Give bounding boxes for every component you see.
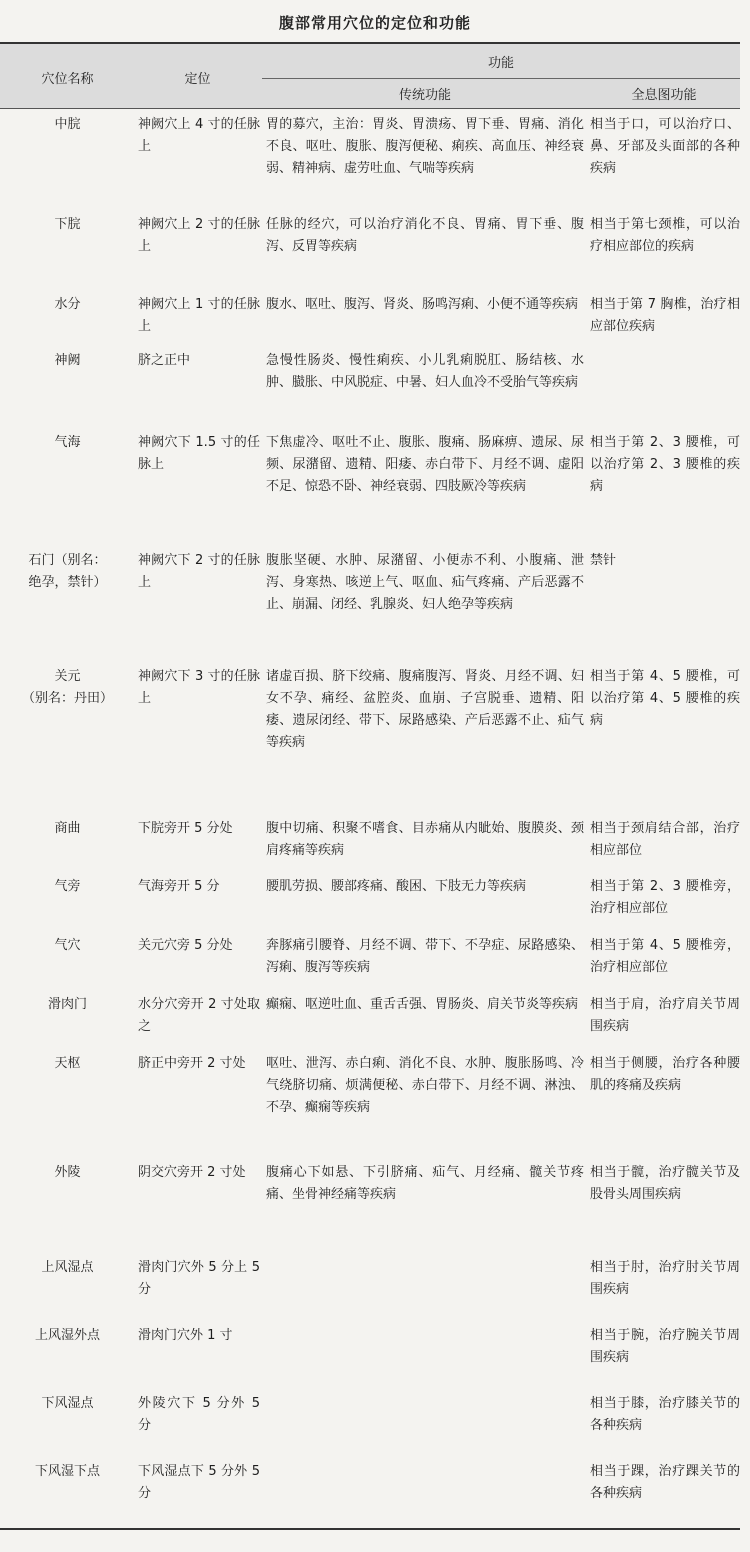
acupoint-name: 气穴 [54, 938, 81, 953]
traditional-function: 腹痛心下如悬、下引脐痛、疝气、月经痛、髋关节疼痛、坐骨神经痛等疾病 [266, 1165, 584, 1202]
traditional-function: 腹中切痛、积聚不嗜食、目赤痛从内眦始、腹膜炎、颈肩疼痛等疾病 [266, 821, 584, 858]
acupoint-location: 神阙穴上 4 寸的任脉上 [138, 117, 260, 154]
acupoint-location: 神阙穴下 1.5 寸的任脉上 [138, 435, 260, 472]
table-top-rule [0, 42, 740, 44]
traditional-function: 胃的募穴，主治：胃炎、胃溃疡、胃下垂、胃痛、消化不良、呕吐、腹胀、腹泻便秘、痢疾、高血压、神经衰弱、精神病、虚劳吐血、气喘等疾病 [266, 117, 584, 176]
acupoint-location: 神阙穴下 3 寸的任脉上 [138, 669, 260, 706]
header-holographic: 全息图功能 [631, 88, 697, 103]
acupoint-name: 关元 （别名：丹田） [21, 669, 113, 706]
holographic-function: 相当于第 2、3 腰椎，可以治疗第 2、3 腰椎的疾病 [590, 435, 740, 494]
holographic-function: 相当于腕，治疗腕关节周围疾病 [590, 1328, 740, 1365]
acupoint-name: 神阙 [54, 353, 81, 368]
acupoint-name: 商曲 [54, 821, 81, 836]
acupoint-location: 神阙穴下 2 寸的任脉上 [138, 553, 260, 590]
header-traditional: 传统功能 [398, 88, 451, 103]
acupoint-name: 上风湿点 [41, 1260, 94, 1275]
acupoint-name: 滑肉门 [47, 997, 87, 1012]
traditional-function: 腹胀坚硬、水肿、尿潴留、小便赤不利、小腹痛、泄泻、身寒热、咳逆上气、呕血、疝气疼痛、产后恶露不止、崩漏、闭经、乳腺炎、妇人绝孕等疾病 [266, 553, 584, 612]
holographic-function: 相当于第 2、3 腰椎旁，治疗相应部位 [590, 879, 740, 916]
acupoint-name: 下风湿点 [41, 1396, 94, 1411]
holographic-function: 相当于第 4、5 腰椎旁，治疗相应部位 [590, 938, 740, 975]
header-function: 功能 [487, 56, 514, 71]
traditional-function: 任脉的经穴，可以治疗消化不良、胃痛、胃下垂、腹泻、反胃等疾病 [266, 217, 584, 254]
traditional-function: 诸虚百损、脐下绞痛、腹痛腹泻、肾炎、月经不调、妇女不孕、痛经、盆腔炎、血崩、子宫脱垂、遗精、阳痿、遗尿闭经、带下、尿路感染、产后恶露不止、疝气等疾病 [266, 669, 584, 750]
holographic-function: 相当于第 4、5 腰椎，可以治疗第 4、5 腰椎的疾病 [590, 669, 740, 728]
acupoint-location: 脐之正中 [138, 353, 191, 368]
page-title: 腹部常用穴位的定位和功能 [278, 14, 471, 32]
acupoint-location: 外陵穴下 5 分外 5 分 [138, 1396, 260, 1433]
holographic-function: 相当于肩，治疗肩关节周围疾病 [590, 997, 740, 1034]
acupoint-name: 外陵 [54, 1165, 81, 1180]
traditional-function: 腹水、呕吐、腹泻、肾炎、肠鸣泻痢、小便不通等疾病 [266, 297, 579, 312]
acupoint-name: 气海 [54, 435, 81, 450]
acupoint-name: 上风湿外点 [34, 1328, 100, 1343]
acupoint-location: 下风湿点下 5 分外 5 分 [138, 1464, 260, 1501]
holographic-function: 相当于膝，治疗膝关节的各种疾病 [590, 1396, 740, 1433]
header-location: 定位 [184, 72, 211, 87]
traditional-function: 呕吐、泄泻、赤白痢、消化不良、水肿、腹胀肠鸣、冷气绕脐切痛、烦满便秘、赤白带下、月经不调、淋浊、不孕、癫痫等疾病 [266, 1056, 584, 1115]
traditional-function: 腰肌劳损、腰部疼痛、酸困、下肢无力等疾病 [266, 879, 527, 894]
acupoint-name: 下脘 [54, 217, 81, 232]
acupoint-location: 下脘旁开 5 分处 [138, 821, 233, 836]
acupoint-name: 天枢 [54, 1056, 81, 1071]
holographic-function: 相当于口，可以治疗口、鼻、牙部及头面部的各种疾病 [590, 117, 740, 176]
holographic-function: 相当于侧腰，治疗各种腰肌的疼痛及疾病 [590, 1056, 740, 1093]
acupoint-location: 滑肉门穴外 1 寸 [138, 1328, 233, 1343]
acupoint-name: 下风湿下点 [34, 1464, 100, 1479]
acupoint-location: 神阙穴上 2 寸的任脉上 [138, 217, 260, 254]
traditional-function: 急慢性肠炎、慢性痢疾、小儿乳痢脱肛、肠结核、水肿、臌胀、中风脱症、中暑、妇人血冷不受胎气等疾病 [266, 353, 584, 390]
header-name: 穴位名称 [41, 72, 94, 87]
holographic-function: 相当于踝，治疗踝关节的各种疾病 [590, 1464, 740, 1501]
traditional-function: 癫痫、呕逆吐血、重舌舌强、胃肠炎、肩关节炎等疾病 [266, 997, 579, 1012]
acupoint-location: 阴交穴旁开 2 寸处 [138, 1165, 246, 1180]
holographic-function: 相当于第 7 胸椎，治疗相应部位疾病 [590, 297, 740, 334]
table-bottom-rule [0, 1528, 740, 1530]
acupoint-location: 气海旁开 5 分 [138, 879, 220, 894]
traditional-function: 下焦虚冷、呕吐不止、腹胀、腹痛、肠麻痹、遗尿、尿频、尿潴留、遗精、阳痿、赤白带下、月经不调、虚阳不足、惊恐不卧、神经衰弱、四肢厥冷等疾病 [266, 435, 584, 494]
acupoint-location: 滑肉门穴外 5 分上 5 分 [138, 1260, 260, 1297]
holographic-function: 相当于颈肩结合部，治疗相应部位 [590, 821, 740, 858]
header-bottom-rule [0, 108, 740, 109]
acupoint-location: 水分穴旁开 2 寸处取之 [138, 997, 260, 1034]
acupoint-location: 关元穴旁 5 分处 [138, 938, 233, 953]
header-sub-rule [262, 78, 740, 79]
acupoint-name: 水分 [54, 297, 81, 312]
acupoint-name: 气旁 [54, 879, 81, 894]
holographic-function: 相当于髋，治疗髋关节及股骨头周围疾病 [590, 1165, 740, 1202]
acupoint-location: 脐正中旁开 2 寸处 [138, 1056, 246, 1071]
acupoint-location: 神阙穴上 1 寸的任脉上 [138, 297, 260, 334]
holographic-function: 禁针 [590, 553, 617, 568]
acupoint-name: 中脘 [54, 117, 81, 132]
traditional-function: 奔豚痛引腰脊、月经不调、带下、不孕症、尿路感染、泻痢、腹泻等疾病 [266, 938, 584, 975]
holographic-function: 相当于第七颈椎，可以治疗相应部位的疾病 [590, 217, 740, 254]
holographic-function: 相当于肘，治疗肘关节周围疾病 [590, 1260, 740, 1297]
acupoint-name: 石门（别名： 绝孕，禁针） [28, 553, 107, 590]
